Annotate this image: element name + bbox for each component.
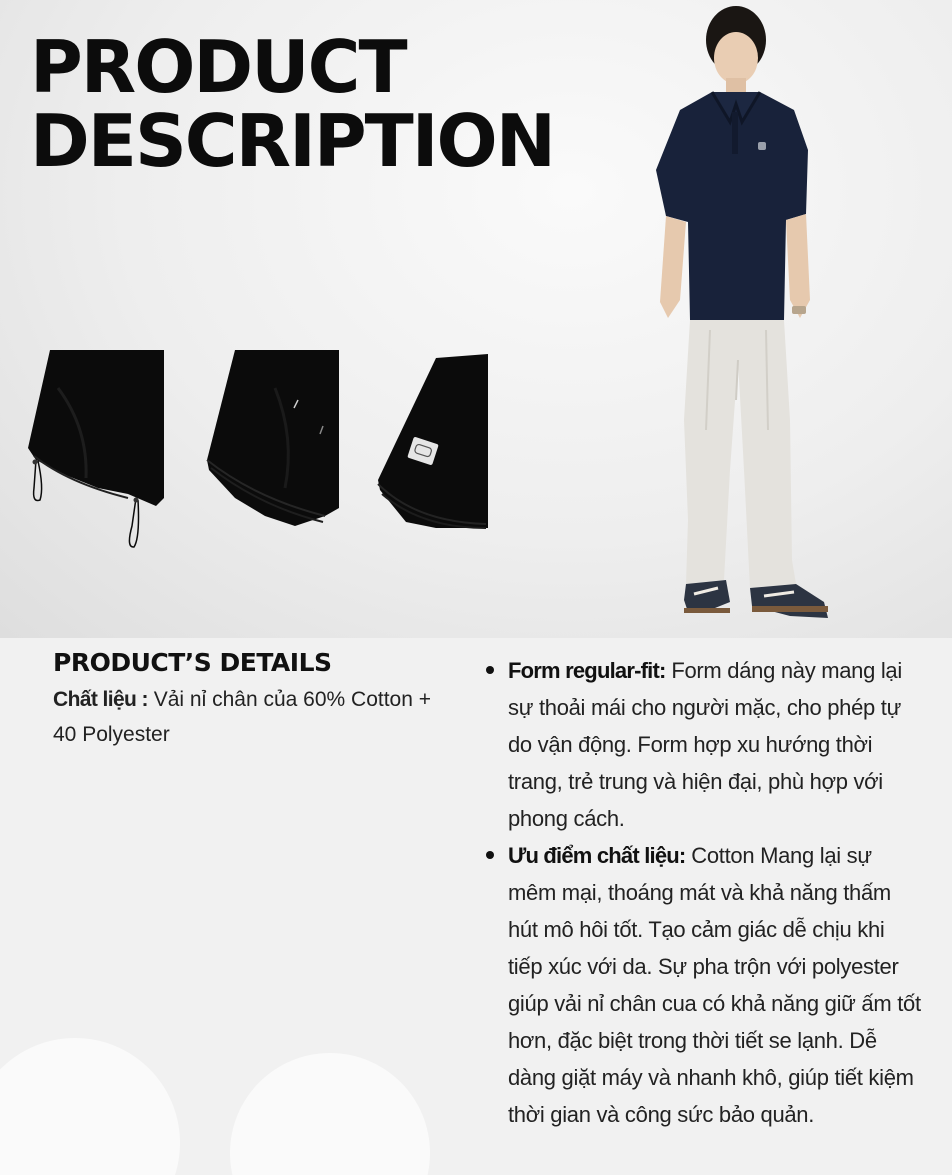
title-line-2: DESCRIPTION bbox=[30, 99, 555, 183]
feature-text: Cotton Mang lại sự mêm mại, thoáng mát và khả năng thấm hút mô hôi tốt. Tạo cảm giác dễ chịu khi tiếp xúc với da. Sự pha trộn với polyester giúp vải nỉ chân cua có khả năng giữ ấm tốt hơn, đặc biệt trong thời tiết se lạnh. Dễ dàng giặt máy và nhanh khô, giúp tiết kiệm thời gian và công sức bảo quản. bbox=[508, 843, 921, 1127]
features-list bbox=[484, 652, 924, 1133]
page-title bbox=[30, 25, 555, 183]
material-description bbox=[53, 682, 433, 752]
pant-leg-elastic-cuff-image bbox=[205, 348, 340, 533]
pant-leg-drawstring-image bbox=[28, 348, 168, 553]
material-text: Vải nỉ chân của 60% Cotton + 40 Polyester bbox=[53, 688, 432, 746]
feature-label: Form regular-fit: bbox=[508, 658, 666, 683]
feature-text: Form dáng này mang lại sự thoải mái cho người mặc, cho phép tự do vận động. Form hợp xu hướng thời trang, trẻ trung và hiện đại, phù hợp với phong cách. bbox=[508, 658, 902, 831]
background-bubble-decoration bbox=[0, 1038, 180, 1175]
details-section bbox=[0, 638, 952, 1175]
feature-label: Ưu điểm chất liệu: bbox=[508, 843, 686, 868]
product-details-heading: PRODUCT’S DETAILS bbox=[53, 648, 332, 677]
title-line-1: PRODUCT bbox=[30, 25, 406, 109]
model-photo-image bbox=[640, 0, 840, 632]
product-details-block bbox=[53, 648, 433, 752]
feature-item-material bbox=[484, 837, 924, 1133]
material-label: Chất liệu : bbox=[53, 688, 148, 711]
background-bubble-decoration bbox=[230, 1053, 430, 1175]
feature-item-form bbox=[484, 652, 924, 837]
features-block bbox=[484, 652, 924, 1133]
pant-leg-label-patch-image bbox=[376, 352, 491, 530]
